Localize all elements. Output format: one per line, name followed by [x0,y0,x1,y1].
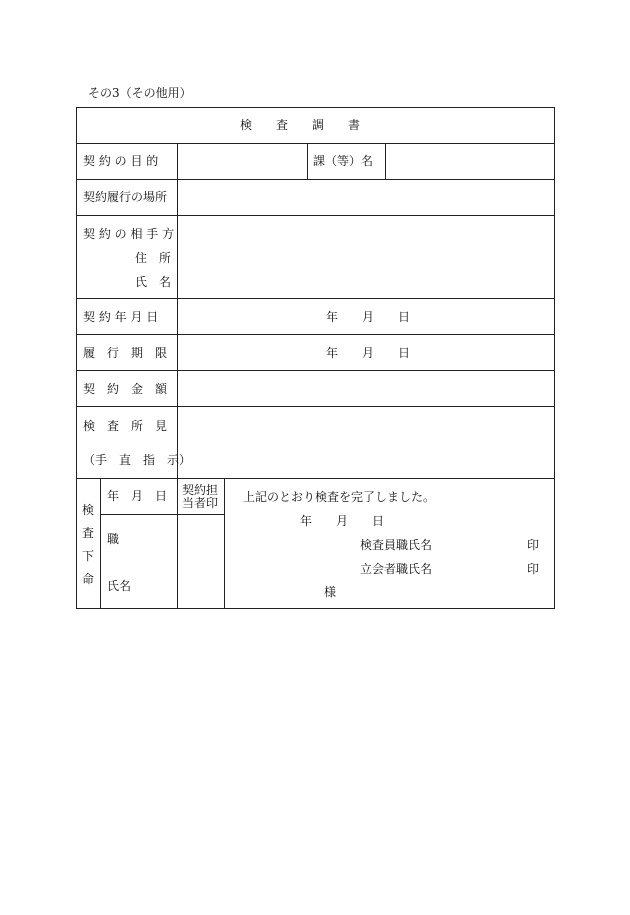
witness-label: 立会者職氏名 [360,562,433,576]
dept-label: 課（等）名 [313,154,374,168]
row-divider [76,406,555,407]
row-divider [76,478,555,479]
dept-field[interactable] [388,145,552,177]
stamp-label: 当者印 [182,496,219,510]
counterparty-field[interactable] [180,217,552,296]
location-field[interactable] [180,181,552,213]
counterparty-label: 契 約 の 相 手 方 [83,227,175,241]
row-divider [76,370,555,371]
order-date-divider [100,514,224,515]
order-side-label: 査 [82,526,95,540]
purpose-field[interactable] [180,145,304,177]
location-label: 契約履行の場所 [83,190,168,204]
completion-statement: 上記のとおり検査を完了しました。 [243,490,436,504]
contract-date-label: 契 約 年 月 日 [83,310,159,324]
findings-sub-label: （手 直 指 示） [83,453,192,467]
order-side-label: 命 [82,572,95,586]
order-name-divider [177,478,178,609]
order-side-divider [100,478,101,609]
order-name-label: 氏名 [107,579,132,593]
completion-date[interactable]: 年 月 日 [300,514,385,528]
inspector-label: 検査員職氏名 [360,538,433,552]
deadline-value[interactable]: 年 月 日 [326,346,411,360]
witness-seal: 印 [527,562,540,576]
order-side-label: 検 [82,503,95,517]
form-caption: その3（その他用） [88,86,192,100]
order-side-label: 下 [82,549,95,563]
contract-date-value[interactable]: 年 月 日 [326,310,411,324]
row-divider [76,334,555,335]
stamp-label: 契約担 [182,483,219,497]
label-column-divider [177,143,178,478]
order-stamp-divider [224,478,225,609]
row-divider [76,215,555,216]
name-label: 氏 名 [135,275,172,289]
purpose-dept-divider [307,143,308,179]
findings-label: 検 査 所 見 [83,419,168,433]
order-date-label[interactable]: 年 月 日 [107,489,168,503]
inspector-seal: 印 [527,538,540,552]
row-divider [76,143,555,144]
row-divider [76,298,555,299]
amount-field[interactable] [180,372,552,404]
purpose-label: 契 約 の 目 的 [83,154,159,168]
form-title: 検 査 調 書 [240,118,361,132]
dept-value-divider [385,143,386,179]
row-divider [76,179,555,180]
findings-field[interactable] [180,408,552,476]
amount-label: 契 約 金 額 [83,382,168,396]
deadline-label: 履 行 期 限 [83,346,168,360]
honorific: 様 [324,585,337,599]
stamp-field[interactable] [179,516,222,607]
order-position-label: 職 [107,532,120,546]
address-label: 住 所 [135,251,172,265]
